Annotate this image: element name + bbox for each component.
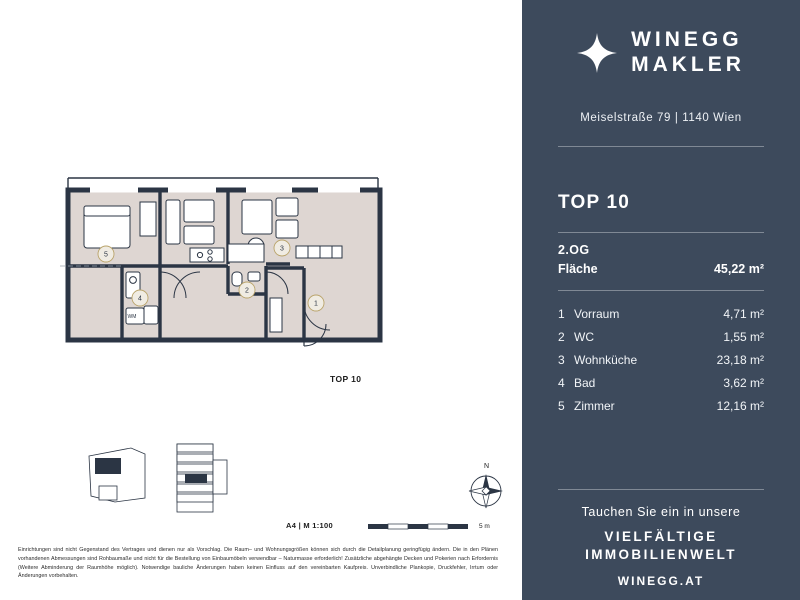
floorplan-svg: [60, 168, 390, 368]
brand-name-line1: WINEGG: [631, 28, 743, 51]
room-size: 1,55 m²: [723, 329, 764, 344]
tagline-line1: Tauchen Sie ein in unsere: [581, 505, 741, 519]
info-panel: [522, 0, 800, 600]
compass-label: N: [484, 463, 490, 470]
floorplan-drawing: [60, 168, 390, 368]
area-label: Fläche: [558, 262, 598, 276]
room-name: Vorraum: [574, 306, 620, 321]
area-row: [558, 262, 764, 276]
room-marker-3: 3: [280, 245, 284, 253]
list-item: [558, 302, 764, 325]
site-highlight-b: [185, 474, 207, 483]
tagline-line2: VIELFÄLTIGE: [604, 529, 718, 544]
divider-2: [558, 232, 764, 233]
room-number: 1: [558, 306, 565, 321]
brand-block: [522, 28, 800, 78]
room-number: 3: [558, 352, 565, 367]
scale-bar: [368, 522, 476, 532]
list-item: [558, 325, 764, 348]
site-plan: [85, 440, 245, 515]
room-name: Zimmer: [574, 399, 615, 414]
room-size: 4,71 m²: [723, 306, 764, 321]
divider-1: [558, 146, 764, 147]
room-name: Bad: [574, 376, 596, 391]
entrance-label: TOP 10: [330, 374, 362, 384]
area-value: 45,22 m²: [713, 262, 764, 276]
list-item: [558, 372, 764, 395]
property-address: Meiselstraße 79 | 1140 Wien: [580, 112, 742, 124]
brand-name-line2: MAKLER: [631, 52, 745, 76]
tagline-block: [522, 505, 800, 588]
website-label[interactable]: WINEGG.AT: [617, 574, 705, 589]
floor-label: 2.OG: [558, 243, 590, 257]
divider-3: [558, 290, 764, 291]
room-size: 3,62 m²: [723, 376, 764, 391]
room-number: 5: [558, 399, 565, 414]
room-marker-2: 2: [245, 287, 249, 295]
room-marker-4: 4: [138, 295, 142, 303]
legal-disclaimer: Einrichtungen sind nicht Gegenstand des Vertrages und dienen nur als Vorschlag. Die Raum– und Wohnungsgrößen können sich durch die Detailplanung geringfügig ändern. Die in den Plänen vorhandenen Abmessungen sind Rohbaumaße und nicht für die Bestellung von Einbaumöbeln verwendbar – Naturmasse erforderlich! Zusätzliche abgehängte Decken und Pokerien nach Erfordernis (Weitere Abminderung der Raumhöhe möglich). Notwendige bauliche Änderungen haben keinen Einfluss auf den vereinbarten Kaufpreis. Unverbindliche Plankopie, Druckfehler, Irrtum oder Änderungen vorbehalten.: [18, 547, 498, 580]
room-list: [558, 302, 764, 418]
fixture-label-wm: WM: [127, 314, 137, 320]
site-highlight-a: [95, 458, 121, 474]
room-size: 23,18 m²: [716, 352, 764, 367]
tagline-line3: IMMOBILIENWELT: [585, 547, 737, 563]
scale-label: A4 | M 1:100: [286, 521, 333, 530]
list-item: [558, 348, 764, 371]
room-size: 12,16 m²: [716, 399, 764, 414]
scale-end-label: 5 m: [479, 523, 490, 530]
divider-4: [558, 489, 764, 490]
room-marker-1: 1: [314, 300, 318, 308]
star-icon: [577, 33, 617, 73]
room-marker-5: 5: [104, 251, 108, 259]
list-item: [558, 395, 764, 418]
room-name: WC: [574, 329, 594, 344]
room-name: Wohnküche: [574, 352, 638, 367]
unit-title: TOP 10: [558, 192, 630, 213]
room-number: 4: [558, 376, 565, 391]
compass-icon: [465, 470, 507, 512]
room-number: 2: [558, 329, 565, 344]
